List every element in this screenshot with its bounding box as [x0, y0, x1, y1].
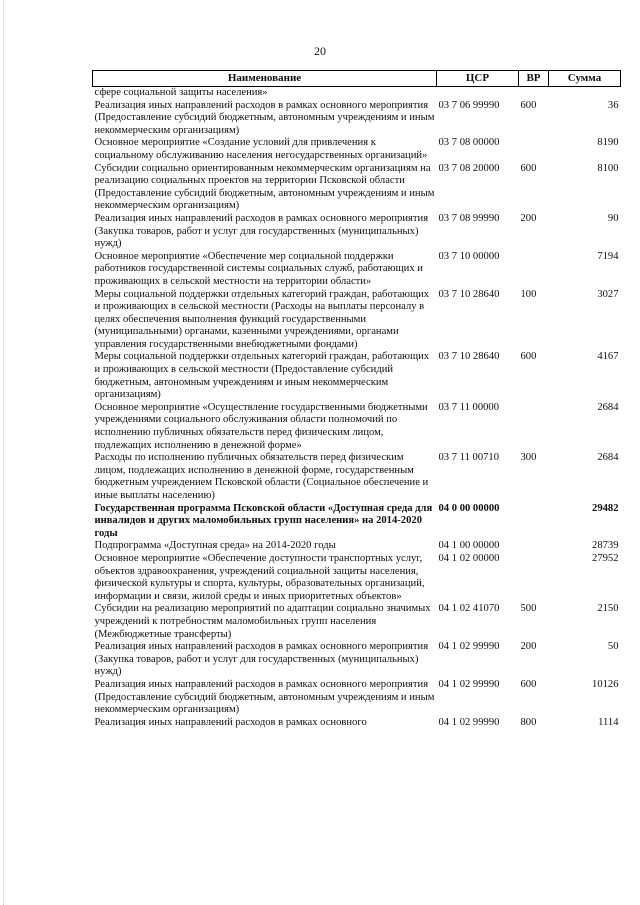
row-sum-cell: 29482 [592, 502, 619, 514]
row-csr-cell: 04 1 02 99990 [438, 716, 500, 728]
row-vr-cell [519, 503, 549, 541]
table-row [93, 717, 621, 730]
row-sum-cell: 36 [607, 99, 619, 111]
row-sum-cell: 8190 [597, 137, 619, 149]
row-sum-cell: 27952 [592, 552, 619, 564]
row-csr-cell: 03 7 10 00000 [438, 250, 500, 262]
row-vr-cell [519, 402, 549, 452]
table-row [93, 603, 621, 641]
header-sum: Сумма [549, 71, 621, 87]
table-row [93, 641, 621, 679]
row-sum-cell: 1114 [598, 716, 619, 728]
table-row [93, 100, 621, 138]
row-csr-cell [437, 87, 519, 100]
row-sum-cell: 2684 [597, 401, 619, 413]
row-vr-cell: 600 [520, 99, 537, 111]
table-row [93, 402, 621, 452]
row-csr-cell: 03 7 10 28640 [438, 351, 500, 363]
row-sum-cell: 28739 [592, 540, 619, 552]
table-row [93, 553, 621, 603]
row-csr-cell: 03 7 11 00000 [438, 401, 500, 413]
scan-edge-mark [3, 0, 5, 905]
row-vr-cell: 600 [520, 162, 537, 174]
row-csr-cell: 04 1 00 00000 [438, 540, 500, 552]
row-name-cell: Субсидии на реализацию мероприятий по адаптации социально значимых учреждений к потребностям маломобильных групп населения (Межбюджетные трансферты) [94, 603, 431, 640]
row-vr-cell: 600 [520, 351, 537, 363]
row-sum-cell: 7194 [597, 250, 619, 262]
page-number: 20 [314, 44, 326, 58]
row-sum-cell: 2150 [597, 603, 619, 615]
table-row [93, 503, 621, 541]
row-name-cell: Основное мероприятие «Обеспечение мер социальной поддержки работников государственной системы социальных служб, работающих и проживающих в сельской местности на территории области» [94, 250, 423, 287]
row-name-cell: Реализация иных направлений расходов в рамках основного мероприятия (Предоставление субсидий бюджетным, автономным учреждениям и иным некоммерческим организациям) [94, 678, 435, 716]
row-csr-cell: 04 1 02 99990 [438, 678, 500, 690]
row-name-cell: Реализация иных направлений расходов в рамках основного мероприятия (Предоставление субсидий бюджетным, автономным учреждениям и иным некоммерческим организациям) [94, 99, 435, 136]
table-row [93, 213, 621, 251]
row-vr-cell: 200 [520, 212, 537, 224]
row-vr-cell: 800 [520, 716, 537, 728]
table-body [93, 87, 621, 730]
row-csr-cell: 04 1 02 41070 [438, 603, 500, 615]
row-vr-cell [519, 137, 549, 162]
row-name-cell: Реализация иных направлений расходов в рамках основного [94, 716, 367, 728]
row-csr-cell: 03 7 08 00000 [438, 137, 500, 149]
row-name-cell: Основное мероприятие «Обеспечение доступности транспортных услуг, объектов здравоохранения, учреждений социальной защиты населения, физической культуры и спорта, культуры, образовательных организаций, информации и связи, жилой среды и иных приоритетных объектов» [94, 552, 425, 602]
row-vr-cell [519, 553, 549, 603]
row-name-cell: Меры социальной поддержки отдельных категорий граждан, работающих и проживающих в сельской местности (Предоставление субсидий бюджетным, автономным учреждениям и иным некоммерческим организациям) [94, 351, 430, 401]
row-vr-cell [519, 540, 549, 553]
row-csr-cell: 03 7 11 00710 [438, 452, 500, 464]
row-name-cell: сфере социальной защиты населения» [94, 87, 268, 98]
row-name-cell: Государственная программа Псковской области «Доступная среда для инвалидов и других маломобильных групп населения» на 2014-2020 годы [94, 502, 433, 539]
header-name: Наименование [93, 71, 437, 87]
row-name-cell: Меры социальной поддержки отдельных категорий граждан, работающих и проживающих в сельской местности (Расходы на выплаты персоналу в целях обеспечения выполнения функций государственными (муниципальными) органами, казенными учреждениями, органами управления государственными внебюджетными фондами) [94, 288, 430, 350]
row-name-cell: Подпрограмма «Доступная среда» на 2014-2020 годы [94, 540, 336, 552]
row-name-cell: Реализация иных направлений расходов в рамках основного мероприятия (Закупка товаров, работ и услуг для государственных (муниципальных) нужд) [94, 641, 429, 678]
row-name-cell: Основное мероприятие «Осуществление государственными бюджетными учреждениями социального обслуживания области полномочий по исполнению публичных обязательств перед физическим лицом, подлежащих исполнению в денежной форме» [94, 401, 428, 451]
row-name-cell: Реализация иных направлений расходов в рамках основного мероприятия (Закупка товаров, работ и услуг для государственных (муниципальных) нужд) [94, 212, 429, 250]
table-row [93, 351, 621, 401]
header-csr: ЦСР [437, 71, 519, 87]
row-vr-cell: 500 [520, 603, 537, 615]
row-csr-cell: 03 7 08 20000 [438, 162, 500, 174]
row-csr-cell: 04 1 02 00000 [438, 552, 500, 564]
row-name-cell: Основное мероприятие «Создание условий для привлечения к социальному обслуживанию населения негосударственных организаций» [94, 137, 428, 161]
row-csr-cell: 03 7 10 28640 [438, 288, 500, 300]
row-sum-cell: 3027 [597, 288, 619, 300]
row-csr-cell: 04 0 00 00000 [438, 502, 500, 514]
row-vr-cell: 600 [520, 678, 537, 690]
row-csr-cell: 04 1 02 99990 [438, 641, 500, 653]
row-sum-cell: 2684 [597, 452, 619, 464]
table-row [93, 452, 621, 502]
row-sum-cell: 8100 [597, 162, 619, 174]
table-header-row [93, 71, 621, 87]
row-name-cell: Субсидии социально ориентированным некоммерческим организациям на реализацию социальных проектов на территории Псковской области (Предоставление субсидий бюджетным, автономным учреждениям и иным некоммерческим организациям) [94, 162, 435, 212]
table-row [93, 87, 621, 100]
row-vr-cell [519, 87, 549, 100]
row-sum-cell: 90 [607, 212, 619, 224]
row-vr-cell: 300 [520, 452, 537, 464]
table-row [93, 289, 621, 352]
row-name-cell: Расходы по исполнению публичных обязательств перед физическим лицом, подлежащих исполнению в денежной форме, государственным бюджетным учреждением Псковской области (Социальное обеспечение и иные выплаты населению) [94, 452, 429, 501]
row-sum-cell: 50 [607, 641, 619, 653]
row-csr-cell: 03 7 08 99990 [438, 212, 500, 224]
row-sum-cell: 10126 [592, 678, 619, 690]
row-csr-cell: 03 7 06 99990 [438, 99, 500, 111]
row-sum-cell [549, 87, 621, 100]
table-row [93, 251, 621, 289]
budget-table [92, 70, 621, 729]
header-vr: ВР [519, 71, 549, 87]
table-row [93, 137, 621, 162]
row-vr-cell: 100 [520, 288, 537, 300]
row-vr-cell: 200 [520, 641, 537, 653]
row-vr-cell [519, 251, 549, 289]
row-sum-cell: 4167 [597, 351, 619, 363]
table-row [93, 540, 621, 553]
table-row [93, 679, 621, 717]
table-row [93, 163, 621, 213]
